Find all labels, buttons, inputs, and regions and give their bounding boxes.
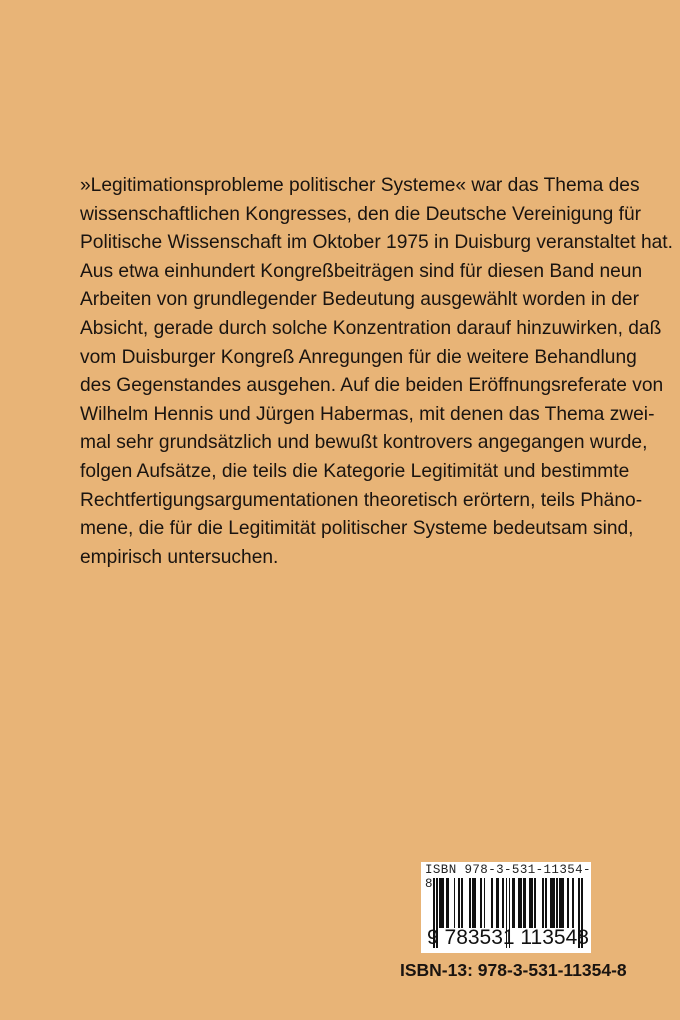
barcode-isbn-label: ISBN 978-3-531-11354-8 (425, 863, 591, 891)
barcode-bar (442, 878, 444, 928)
blurb-line: Aus etwa einhundert Kongreßbeiträgen sind für diesen Band neun (80, 260, 643, 282)
barcode-bar (520, 878, 522, 928)
blurb-line: Absicht, gerade durch solche Konzentration darauf hinzuwirken, daß (80, 317, 662, 339)
blurb-line: des Gegenstandes ausgehen. Auf die beiden Eröffnungsreferate von (80, 375, 664, 397)
isbn-barcode (421, 862, 591, 953)
blurb-line: mene, die für die Legitimität politischer Systeme bedeutsam sind, (80, 518, 634, 540)
barcode-bar (545, 878, 547, 928)
barcode-bar (447, 878, 449, 928)
barcode-bar (572, 878, 574, 928)
blurb-line: folgen Aufsätze, die teils die Kategorie Legitimität und bestimmte (80, 460, 630, 482)
barcode-bar (480, 878, 482, 928)
blurb-line: mal sehr grundsätzlich und bewußt kontrovers angegangen wurde, (80, 432, 648, 454)
barcode-bar (553, 878, 555, 928)
barcode-bar (531, 878, 533, 928)
blurb-line: vom Duisburger Kongreß Anregungen für die weitere Behandlung (80, 346, 637, 368)
barcode-bar (484, 878, 486, 928)
blurb-line: »Legitimationsprobleme politischer Systeme« war das Thema des (80, 175, 640, 196)
blurb-line: Politische Wissenschaft im Oktober 1975 in Duisburg veranstaltet hat. (80, 232, 673, 254)
barcode-bar (534, 878, 536, 928)
back-cover-blurb (80, 172, 673, 572)
barcode-digits: 9 783531 113548 (427, 926, 589, 949)
barcode-bar (454, 878, 456, 928)
barcode-bar (491, 878, 493, 928)
barcode-bar (562, 878, 564, 928)
barcode-bar (502, 878, 504, 928)
barcode-bar (469, 878, 471, 928)
barcode-bar (498, 878, 500, 928)
barcode-bar (474, 878, 476, 928)
blurb-line: Arbeiten von grundlegender Bedeutung ausgewählt worden in der (80, 289, 639, 311)
barcode-bar (567, 878, 569, 928)
barcode-bar (461, 878, 463, 928)
blurb-line: empirisch untersuchen. (80, 546, 279, 568)
barcode-bar (525, 878, 527, 928)
barcode-bar (542, 878, 544, 928)
barcode-bar (514, 878, 516, 928)
barcode-bar (556, 878, 558, 928)
isbn-13-label: ISBN-13: 978-3-531-11354-8 (400, 960, 627, 980)
blurb-line: Rechtfertigungsargumentationen theoretisch erörtern, teils Phäno- (80, 489, 643, 511)
blurb-line: wissenschaftlichen Kongresses, den die Deutsche Vereinigung für (80, 203, 642, 225)
blurb-line: Wilhelm Hennis und Jürgen Habermas, mit denen das Thema zwei- (80, 403, 655, 425)
barcode-bar (458, 878, 460, 928)
